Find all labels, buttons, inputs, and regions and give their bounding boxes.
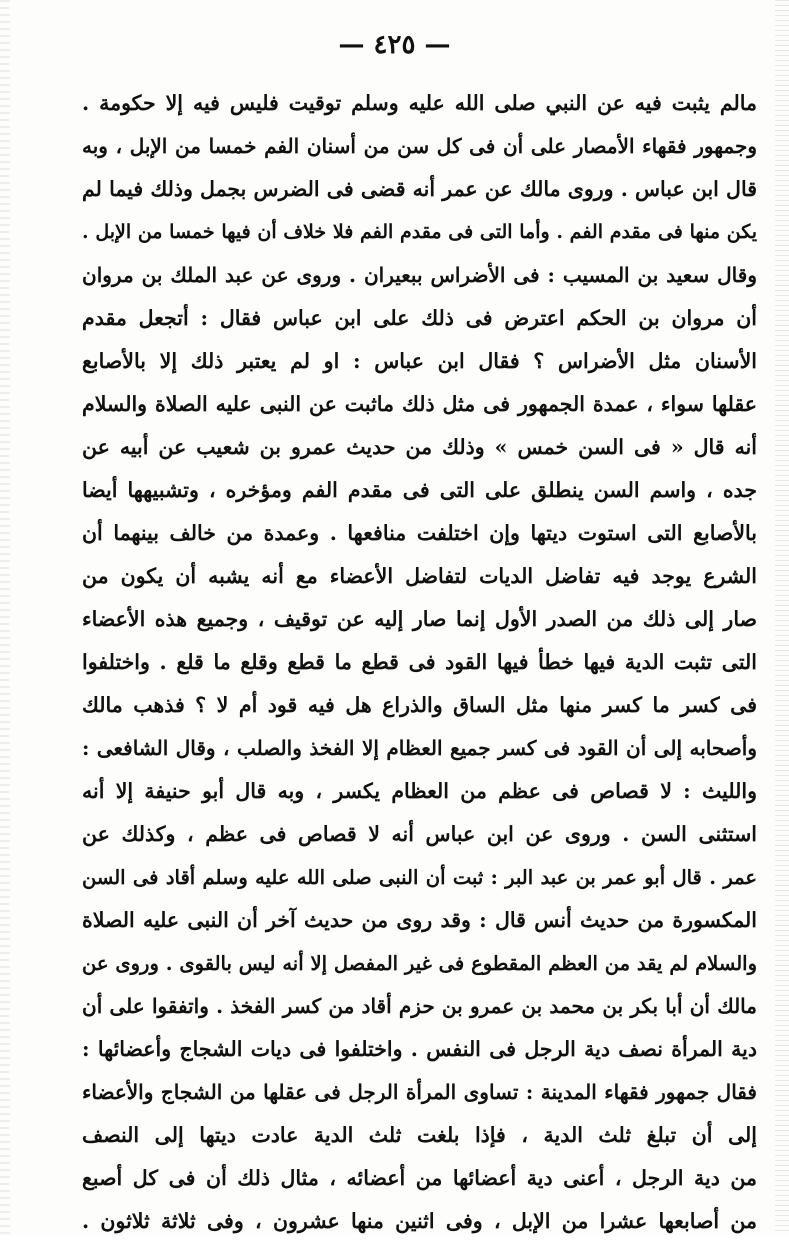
text-line: يكن منها فى مقدم الفم . وأما التى فى مقدم الفم فلا خلاف أن فيها خمسا من الإبل .	[82, 221, 757, 243]
text-line: مالم يثبت فيه عن النبي صلى الله عليه وسلم توقيت فليس فيه إلا حكومة .	[82, 91, 757, 115]
text-line: عمر . قال أبو عمر بن عبد البر : ثبت أن النبى صلى الله عليه وسلم أقاد فى السن	[82, 866, 757, 889]
page-right-edge	[775, 0, 789, 1235]
text-line: فى كسر ما كسر منها مثل الساق والذراع هل فيه قود أم لا ؟ فذهب مالك	[82, 693, 757, 717]
text-line: الشرع يوجد فيه تفاضل الديات لتفاضل الأعضاء مع أنه يشبه أن يكون من	[82, 564, 757, 588]
text-line: قال ابن عباس . وروى مالك عن عمر أنه قضى فى الضرس بجمل وذلك فيما لم	[82, 177, 757, 201]
text-line: إلى أن تبلغ ثلث الدية ، فإذا بلغت ثلث الدية عادت ديتها إلى النصف	[82, 1123, 757, 1147]
text-line: استثنى السن . وروى عن ابن عباس أنه لا قصاص فى عظم ، وكذلك عن	[82, 822, 757, 846]
page-left-edge	[0, 0, 10, 1235]
text-line: أنه قال « فى السن خمس » وذلك من حديث عمرو بن شعيب عن أبيه عن	[82, 435, 757, 459]
text-line: والليث : لا قصاص فى عظم من العظام يكسر ، وبه قال أبو حنيفة إلا أنه	[82, 779, 757, 803]
text-line: المكسورة من حديث أنس قال : وقد روى من حديث آخر أن النبى عليه الصلاة	[82, 908, 757, 932]
text-line: عقلها سواء ، عمدة الجمهور فى مثل ذلك ماثبت عن النبى عليه الصلاة والسلام	[82, 392, 757, 416]
text-line: فقال جمهور فقهاء المدينة : تساوى المرأة الرجل فى عقلها من الشجاج والأعضاء	[82, 1080, 757, 1104]
text-line: وجمهور فقهاء الأمصار على أن فى كل سن من أسنان الفم خمسا من الإبل ، وبه	[82, 134, 757, 158]
text-line: مالك أن أبا بكر بن محمد بن عمرو بن حزم أقاد من كسر الفخذ . واتفقوا على أن	[82, 994, 757, 1018]
text-line: دية المرأة نصف دية الرجل فى النفس . واختلفوا فى ديات الشجاج وأعضائها :	[82, 1037, 757, 1061]
text-line: صار إلى ذلك من الصدر الأول إنما صار إليه عن توقيف ، وجميع هذه الأعضاء	[82, 607, 757, 631]
text-line: التى تثبت الدية فيها خطأ فيها القود فى قطع ما قطع وقلع ما قلع . واختلفوا	[82, 650, 757, 674]
text-line: وقال سعيد بن المسيب : فى الأضراس ببعيران . وروى عن عبد الملك بن مروان	[82, 263, 757, 287]
text-line: الأسنان مثل الأضراس ؟ فقال ابن عباس : او لم يعتبر ذلك إلا بالأصابع	[82, 349, 757, 373]
text-line: بالأصابع التى استوت ديتها وإن اختلفت منافعها . وعمدة من خالف بينهما أن	[82, 521, 757, 545]
text-line: من دية الرجل ، أعنى دية أعضائها من أعضائه ، مثال ذلك أن فى كل أصبع	[82, 1166, 757, 1190]
body-text	[82, 82, 757, 1243]
text-line: جده ، واسم السن ينطلق على التى فى مقدم الفم ومؤخره ، وتشبيهها أيضا	[82, 478, 757, 502]
text-line: أن مروان بن الحكم اعترض فى ذلك على ابن عباس فقال : أتجعل مقدم	[82, 306, 757, 330]
text-line: من أصابعها عشرا من الإبل ، وفى اثنين منها عشرون ، وفى ثلاثة ثلاثون .	[82, 1209, 757, 1233]
page-number: — ٤٢٥ —	[338, 30, 451, 60]
text-line: وأصحابه إلى أن القود فى كسر جميع العظام إلا الفخذ والصلب ، وقال الشافعى :	[82, 736, 757, 760]
text-line: والسلام لم يقد من العظم المقطوع فى غير المفصل إلا أنه ليس بالقوى . وروى عن	[82, 952, 757, 975]
